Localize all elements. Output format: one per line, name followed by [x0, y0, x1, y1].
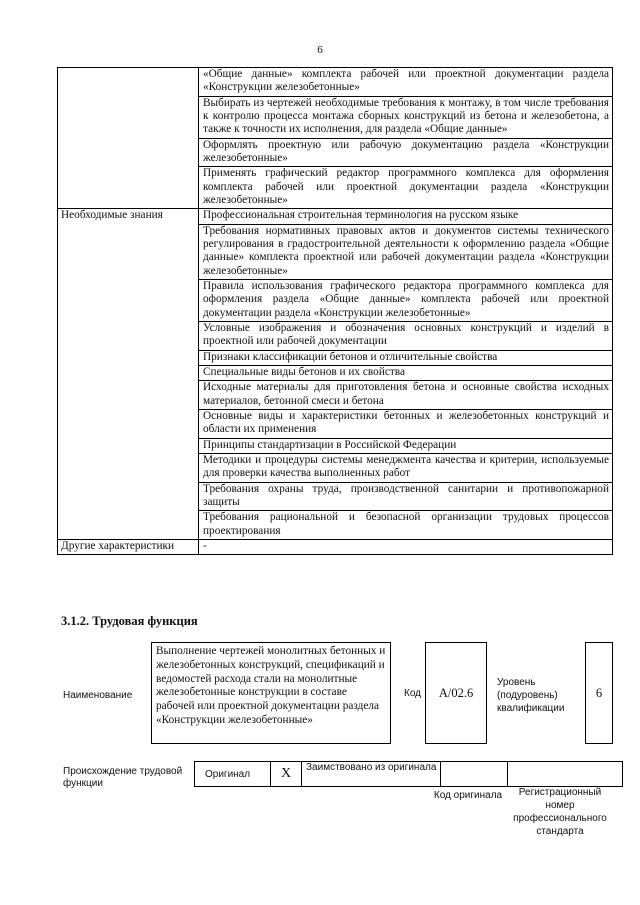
table-row	[195, 762, 623, 787]
knowledge-item: Исходные материалы для приготовления бетона и основные свойства исходных материалов, бетонной смеси и бетона	[199, 381, 613, 410]
borrowed-label: Заимствовано из оригинала	[302, 762, 441, 787]
knowledge-item: Основные виды и характеристики бетонных и железобетонных конструкций и области их применения	[199, 409, 613, 438]
other-characteristics-value: -	[199, 539, 613, 554]
skill-item: Выбирать из чертежей необходимые требования к монтажу, в том числе требования к контролю процесса монтажа сборных конструкций из бетона и железобетона, а также к точности их исполнения, для раздела «Общие данные»	[199, 96, 613, 138]
skill-item: Оформлять проектную или рабочую документацию раздела «Конструкции железобетонные»	[199, 138, 613, 167]
table-row	[58, 68, 613, 97]
original-mark: X	[271, 762, 302, 787]
level-label: Уровень (подуровень) квалификации	[497, 677, 565, 714]
knowledge-item: Принципы стандартизации в Российской Федерации	[199, 438, 613, 453]
page-number: 6	[317, 44, 323, 56]
code-label: Код	[404, 688, 422, 699]
other-characteristics-label: Другие характеристики	[58, 539, 199, 554]
function-name-box: Выполнение чертежей монолитных бетонных и железобетонных конструкций, спецификаций и ведомостей расхода стали на монолитные железобетонные конструкции в составе рабочей или проектной документации раздела «Конструкции железобетонные»	[151, 642, 391, 744]
skill-item: «Общие данные» комплекта рабочей или проектной документации раздела «Конструкции железобетонные»	[199, 68, 613, 97]
skill-item: Применять графический редактор программного комплекса для оформления комплекта рабочей или проектной документации раздела «Конструкции железобетонные»	[199, 167, 613, 209]
knowledge-item: Требования нормативных правовых актов и документов системы технического регулирования в градостроительной деятельности к оформлению раздела «Общие данные» комплекта проектной или рабочей документации раздела «Конструкции железобетонные»	[199, 224, 613, 279]
registration-number-cell	[508, 762, 623, 787]
level-box: 6	[585, 642, 613, 744]
code-original-caption: Код оригинала	[433, 790, 503, 801]
table-row	[58, 539, 613, 554]
original-code-cell	[441, 762, 508, 787]
table-row	[58, 209, 613, 224]
knowledge-item: Правила использования графического редактора программного комплекса для оформления раздела «Общие данные» комплекта рабочей или проектной документации раздела «Конструкции железобетонные»	[199, 279, 613, 321]
origin-table	[194, 761, 623, 787]
knowledge-item: Признаки классификации бетонов и отличительные свойства	[199, 350, 613, 365]
skills-label-cell	[58, 68, 199, 209]
registration-number-caption: Регистрационный номер профессионального стандарта	[513, 787, 607, 837]
knowledge-item: Условные изображения и обозначения основных конструкций и изделий в проектной или рабочей документации	[199, 321, 613, 350]
name-label: Наименование	[63, 690, 133, 701]
origin-label: Происхождение трудовой функции	[63, 766, 183, 789]
code-box: A/02.6	[425, 642, 487, 744]
knowledge-item: Требования охраны труда, производственной санитарии и противопожарной защиты	[199, 482, 613, 511]
requirements-table	[57, 67, 613, 555]
section-title: 3.1.2. Трудовая функция	[61, 614, 198, 628]
knowledge-item: Требования рациональной и безопасной организации трудовых процессов проектирования	[199, 511, 613, 540]
knowledge-label: Необходимые знания	[58, 209, 199, 540]
knowledge-item: Специальные виды бетонов и их свойства	[199, 365, 613, 380]
knowledge-item: Профессиональная строительная терминология на русском языке	[199, 209, 613, 224]
original-label: Оригинал	[195, 762, 271, 787]
knowledge-item: Методики и процедуры системы менеджмента качества и критерии, используемые для проверки качества выполненных работ	[199, 453, 613, 482]
